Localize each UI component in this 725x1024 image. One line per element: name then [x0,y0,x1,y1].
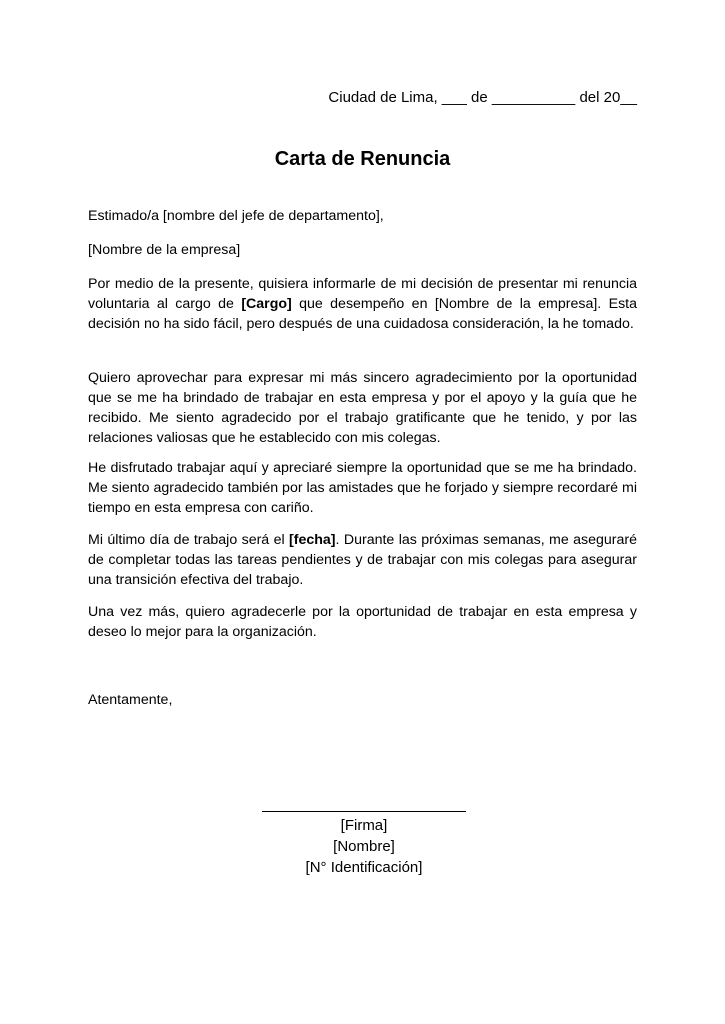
signature-firma: [Firma] [340,817,388,834]
paragraph-gratitude [88,368,637,448]
date-placeholder: [fecha] [289,532,336,548]
salutation [88,206,637,226]
paragraph-last-day [88,530,637,590]
paragraph-farewell-text: Una vez más, quiero agradecerle por la oportunidad de trabajar en esta empresa y deseo lo mejor para la organización. [88,604,637,640]
date-line: Ciudad de Lima, ___ de __________ del 20__ [328,89,637,106]
paragraph-last-day-text [88,530,637,590]
signature-line [262,811,466,812]
paragraph-enjoyment [88,458,637,518]
paragraph-gratitude-text: Quiero aprovechar para expresar mi más sincero agradecimiento por la oportunidad que se me ha brindado de trabajar en esta empresa y por el apoyo y la guía que he recibido. Me siento agradecido por el trabajo gratificante que he tenido, y por las relaciones valiosas que he establecido con mis colegas. [88,370,637,446]
company-line [88,240,637,260]
signature-identificacion: [N° Identificación] [305,859,423,876]
paragraph-enjoyment-text: He disfrutado trabajar aquí y apreciaré siempre la oportunidad que se me ha brindado. Me siento agradecido también por las amistades que he forjado y siempre recordaré mi tiempo en esta empresa con cariño. [88,460,637,516]
company-text: [Nombre de la empresa] [88,242,241,258]
paragraph-last-day-before: Mi último día de trabajo será el [88,532,289,548]
paragraph-last-day-after: . Durante las próximas semanas, me aseguraré de completar todas las tareas pendientes y de trabajar con mis colegas para asegurar una transición efectiva del trabajo. [88,532,637,588]
paragraph-resignation [88,274,637,334]
closing-text: Atentamente, [88,692,173,708]
salutation-text: Estimado/a [nombre del jefe de departamento], [88,208,384,224]
paragraph-resignation-after: que desempeño en [Nombre de la empresa]. Esta decisión no ha sido fácil, pero después de una cuidadosa consideración, la he tomado. [88,296,637,332]
letter-title: Carta de Renuncia [274,148,451,170]
signature-nombre: [Nombre] [333,838,395,855]
position-placeholder: [Cargo] [241,296,292,312]
signature-block [262,798,466,878]
paragraph-farewell [88,602,637,642]
paragraph-resignation-text [88,274,637,334]
closing [88,690,637,710]
paragraph-resignation-before: Por medio de la presente, quisiera informarle de mi decisión de presentar mi renuncia voluntaria al cargo de [88,276,637,312]
